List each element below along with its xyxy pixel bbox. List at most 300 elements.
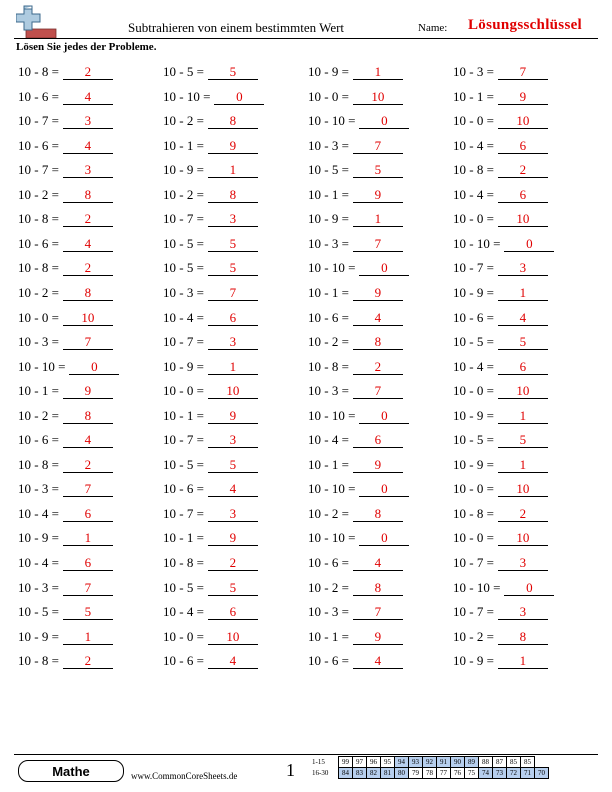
score-cell: 82 (367, 768, 381, 779)
problem-question: 10 - 3 = (18, 579, 59, 595)
problem-answer[interactable]: 6 (353, 432, 403, 448)
problem-item (453, 600, 548, 620)
score-cell: 91 (437, 757, 451, 768)
score-cell: 93 (409, 757, 423, 768)
problem-item (453, 207, 548, 227)
problem-answer[interactable]: 0 (69, 359, 119, 375)
problem-item (453, 85, 548, 105)
score-cell: 84 (339, 768, 353, 779)
problem-answer[interactable]: 3 (63, 113, 113, 129)
problem-item (18, 600, 113, 620)
problem-item (163, 649, 258, 669)
problem-item (18, 134, 113, 154)
problem-answer[interactable]: 3 (208, 211, 258, 227)
problem-answer[interactable]: 7 (63, 334, 113, 350)
instructions: Lösen Sie jedes der Probleme. (16, 41, 157, 53)
problem-answer[interactable]: 7 (353, 236, 403, 252)
problem-answer[interactable]: 1 (498, 408, 548, 424)
problem-question: 10 - 3 = (163, 284, 204, 300)
problem-item (18, 109, 113, 129)
problem-item (163, 379, 258, 399)
problem-item (308, 404, 409, 424)
problem-answer[interactable]: 2 (63, 457, 113, 473)
subject-badge (18, 760, 124, 782)
website-url: www.CommonCoreSheets.de (131, 771, 238, 781)
problem-item (453, 330, 548, 350)
problem-item (163, 428, 258, 448)
score-cell: 87 (493, 757, 507, 768)
score-cell: 81 (381, 768, 395, 779)
problem-item (308, 60, 403, 80)
problem-question: 10 - 4 = (163, 309, 204, 325)
problem-answer[interactable]: 3 (498, 260, 548, 276)
problem-item (453, 502, 548, 522)
problem-answer[interactable]: 10 (208, 629, 258, 645)
problem-answer[interactable]: 7 (353, 604, 403, 620)
problem-item (163, 158, 258, 178)
problem-answer[interactable]: 0 (504, 580, 554, 596)
problem-item (453, 379, 548, 399)
problem-answer[interactable]: 4 (498, 310, 548, 326)
problem-answer[interactable]: 4 (353, 555, 403, 571)
problem-question: 10 - 6 = (18, 137, 59, 153)
problem-question: 10 - 8 = (18, 64, 59, 79)
problem-answer[interactable]: 1 (498, 653, 548, 669)
footer-divider (14, 754, 598, 755)
problem-item (163, 256, 258, 276)
problem-question: 10 - 3 = (18, 334, 59, 350)
problem-question: 10 - 9 = (308, 211, 349, 227)
problem-answer[interactable]: 9 (353, 285, 403, 301)
problem-answer[interactable]: 10 (498, 481, 548, 497)
problem-answer[interactable]: 2 (498, 162, 548, 178)
problem-answer[interactable]: 1 (353, 64, 403, 80)
problem-item (163, 281, 258, 301)
problem-question: 10 - 2 = (308, 334, 349, 350)
score-cell: 73 (493, 768, 507, 779)
score-cell: 83 (353, 768, 367, 779)
problem-item (18, 207, 113, 227)
problem-answer[interactable]: 4 (63, 432, 113, 448)
problem-item (18, 306, 113, 326)
score-cell: 88 (479, 757, 493, 768)
problem-answer[interactable]: 0 (504, 236, 554, 252)
problem-item (453, 477, 548, 497)
problem-answer[interactable]: 9 (208, 408, 258, 424)
problem-item (453, 232, 554, 252)
problem-answer[interactable]: 9 (498, 89, 548, 105)
problem-question: 10 - 7 = (163, 211, 204, 227)
problem-item (453, 428, 548, 448)
problem-item (308, 453, 403, 473)
problem-answer[interactable]: 1 (498, 457, 548, 473)
problem-item (453, 355, 548, 375)
problem-answer[interactable]: 7 (353, 383, 403, 399)
problem-question: 10 - 6 = (18, 235, 59, 251)
problem-question: 10 - 8 = (308, 358, 349, 374)
header-divider (14, 38, 598, 39)
problem-item (453, 134, 548, 154)
problem-item (308, 306, 403, 326)
problem-answer[interactable]: 0 (359, 408, 409, 424)
problem-question: 10 - 4 = (453, 186, 494, 202)
problem-item (163, 576, 258, 596)
problem-answer[interactable]: 3 (498, 555, 548, 571)
score-cell: 89 (465, 757, 479, 768)
problem-item (163, 404, 258, 424)
problem-question: 10 - 4 = (453, 137, 494, 153)
problem-answer[interactable]: 5 (208, 236, 258, 252)
problem-answer[interactable]: 0 (359, 113, 409, 129)
problem-question: 10 - 9 = (163, 358, 204, 374)
problem-question: 10 - 5 = (163, 456, 204, 472)
problem-answer[interactable]: 9 (353, 629, 403, 645)
problem-item (308, 330, 403, 350)
problem-question: 10 - 4 = (18, 555, 59, 570)
problem-answer[interactable]: 6 (63, 555, 113, 571)
problem-question: 10 - 4 = (163, 604, 204, 620)
problem-answer[interactable]: 2 (63, 653, 113, 669)
problem-item (18, 158, 113, 178)
problem-answer[interactable]: 5 (208, 260, 258, 276)
problem-question: 10 - 8 = (18, 260, 59, 276)
name-label: Name: (418, 22, 448, 34)
problem-answer[interactable]: 0 (359, 481, 409, 497)
problem-answer[interactable]: 6 (208, 310, 258, 326)
score-cell: 78 (423, 768, 437, 779)
problem-question: 10 - 2 = (308, 505, 349, 521)
problem-answer[interactable]: 1 (63, 530, 113, 546)
problem-item (163, 551, 258, 571)
problem-answer[interactable]: 6 (63, 506, 113, 522)
problem-question: 10 - 6 = (308, 309, 349, 325)
problem-answer[interactable]: 10 (498, 530, 548, 546)
problem-item (163, 502, 258, 522)
problem-answer[interactable]: 1 (208, 162, 258, 178)
problem-answer[interactable]: 6 (498, 359, 548, 375)
problem-item (18, 60, 113, 80)
problem-answer[interactable]: 9 (353, 187, 403, 203)
problem-question: 10 - 1 = (163, 137, 204, 153)
problem-item (453, 256, 548, 276)
score-row (312, 768, 549, 779)
problem-question: 10 - 1 = (163, 530, 204, 546)
problem-item (18, 453, 113, 473)
problem-question: 10 - 9 = (453, 653, 494, 669)
problem-question: 10 - 3 = (308, 235, 349, 251)
problem-item (453, 649, 548, 669)
problem-item (163, 477, 258, 497)
problem-answer[interactable]: 1 (353, 211, 403, 227)
score-cell: 97 (353, 757, 367, 768)
problem-question: 10 - 7 = (453, 604, 494, 620)
problem-item (453, 453, 548, 473)
problem-answer[interactable]: 10 (498, 211, 548, 227)
problem-question: 10 - 9 = (453, 456, 494, 472)
problem-answer[interactable]: 7 (353, 138, 403, 154)
problem-answer[interactable]: 2 (208, 555, 258, 571)
problem-item (163, 600, 258, 620)
problem-item (18, 526, 113, 546)
problem-answer[interactable]: 1 (63, 629, 113, 645)
problem-question: 10 - 5 = (308, 162, 349, 178)
problem-answer[interactable]: 7 (498, 64, 548, 80)
problem-item (18, 232, 113, 252)
problem-item (163, 183, 258, 203)
problem-item (18, 649, 113, 669)
problem-question: 10 - 3 = (308, 604, 349, 620)
problem-question: 10 - 5 = (18, 604, 59, 620)
problem-question: 10 - 3 = (18, 481, 59, 497)
problem-item (308, 526, 409, 546)
problem-item (453, 109, 548, 129)
problem-question: 10 - 2 = (453, 628, 494, 644)
problem-item (18, 625, 113, 645)
answer-key-label: Lösungsschlüssel (468, 17, 583, 33)
problem-question: 10 - 6 = (18, 88, 59, 104)
problem-answer[interactable]: 2 (63, 260, 113, 276)
problem-answer[interactable]: 1 (208, 359, 258, 375)
problem-answer[interactable]: 4 (63, 236, 113, 252)
problem-answer[interactable]: 4 (353, 653, 403, 669)
logo (16, 5, 68, 39)
problem-item (163, 526, 258, 546)
score-cell: 90 (451, 757, 465, 768)
problem-question: 10 - 10 = (453, 235, 501, 251)
problem-question: 10 - 0 = (453, 481, 494, 497)
problem-item (453, 158, 548, 178)
problem-item (308, 600, 403, 620)
problem-question: 10 - 4 = (308, 432, 349, 448)
subject-label: Mathe (52, 763, 90, 779)
problem-item (453, 60, 548, 80)
problem-answer[interactable]: 2 (498, 506, 548, 522)
problem-answer[interactable]: 3 (208, 334, 258, 350)
problem-question: 10 - 8 = (453, 162, 494, 178)
problem-question: 10 - 1 = (163, 407, 204, 423)
problem-answer[interactable]: 6 (498, 138, 548, 154)
problem-answer[interactable]: 5 (498, 334, 548, 350)
problem-answer[interactable]: 0 (214, 89, 264, 105)
problem-question: 10 - 7 = (18, 113, 59, 129)
problem-item (18, 404, 113, 424)
score-cell: 77 (437, 768, 451, 779)
problem-answer[interactable]: 1 (498, 285, 548, 301)
score-row-label: 1-15 (312, 758, 325, 766)
score-cell: 99 (339, 757, 353, 768)
problem-answer[interactable]: 3 (63, 162, 113, 178)
score-cell: 79 (409, 768, 423, 779)
problem-question: 10 - 1 = (308, 186, 349, 202)
problem-item (18, 576, 113, 596)
problem-answer[interactable]: 4 (353, 310, 403, 326)
problem-question: 10 - 1 = (308, 284, 349, 300)
problem-answer[interactable]: 2 (63, 64, 113, 80)
problem-answer[interactable]: 10 (498, 113, 548, 129)
problem-question: 10 - 8 = (18, 211, 59, 227)
problem-question: 10 - 1 = (308, 456, 349, 472)
problem-item (308, 477, 409, 497)
problem-answer[interactable]: 9 (208, 138, 258, 154)
problem-answer[interactable]: 9 (208, 530, 258, 546)
problem-answer[interactable]: 8 (353, 506, 403, 522)
problem-answer[interactable]: 7 (63, 580, 113, 596)
problem-answer[interactable]: 10 (63, 310, 113, 326)
problem-answer[interactable]: 8 (498, 629, 548, 645)
problem-question: 10 - 10 = (453, 579, 501, 595)
problem-item (18, 256, 113, 276)
problem-answer[interactable]: 2 (63, 211, 113, 227)
problem-item (308, 158, 403, 178)
problem-question: 10 - 0 = (453, 211, 494, 227)
problem-item (308, 183, 403, 203)
problem-item (308, 256, 409, 276)
score-cell: 71 (521, 768, 535, 779)
problem-item (18, 330, 113, 350)
problem-item (18, 551, 113, 571)
score-cell: 80 (395, 768, 409, 779)
problem-answer[interactable]: 9 (63, 383, 113, 399)
problem-question: 10 - 4 = (18, 505, 59, 521)
problem-item (18, 85, 113, 105)
problem-answer[interactable]: 5 (208, 580, 258, 596)
problem-answer[interactable]: 8 (208, 113, 258, 129)
problem-question: 10 - 8 = (453, 505, 494, 521)
problem-item (308, 207, 403, 227)
problem-question: 10 - 7 = (163, 505, 204, 521)
problem-item (453, 281, 548, 301)
problem-item (163, 330, 258, 350)
problem-item (18, 183, 113, 203)
problem-item (18, 355, 119, 375)
problem-answer[interactable]: 3 (208, 432, 258, 448)
problem-item (308, 134, 403, 154)
score-cell: 70 (535, 768, 549, 779)
problem-question: 10 - 1 = (18, 383, 59, 399)
problem-answer[interactable]: 5 (208, 457, 258, 473)
problem-question: 10 - 10 = (308, 530, 356, 546)
problem-answer[interactable]: 4 (63, 89, 113, 105)
problem-item (453, 183, 548, 203)
score-cell: 95 (381, 757, 395, 768)
problem-answer[interactable]: 8 (353, 334, 403, 350)
problem-question: 10 - 10 = (18, 358, 66, 374)
problem-question: 10 - 5 = (163, 64, 204, 79)
problem-item (163, 306, 258, 326)
problem-question: 10 - 5 = (453, 432, 494, 448)
problem-item (163, 232, 258, 252)
problem-answer[interactable]: 7 (208, 285, 258, 301)
problem-question: 10 - 5 = (163, 235, 204, 251)
problem-question: 10 - 9 = (308, 64, 349, 79)
problem-answer[interactable]: 10 (498, 383, 548, 399)
problem-item (308, 576, 403, 596)
problem-question: 10 - 5 = (453, 334, 494, 350)
problem-question: 10 - 10 = (308, 481, 356, 497)
score-cell: 72 (507, 768, 521, 779)
problem-question: 10 - 3 = (308, 383, 349, 399)
problem-item (163, 207, 258, 227)
problem-answer[interactable]: 4 (208, 481, 258, 497)
problem-answer[interactable]: 5 (63, 604, 113, 620)
problem-question: 10 - 8 = (163, 555, 204, 570)
problem-answer[interactable]: 10 (208, 383, 258, 399)
problem-question: 10 - 10 = (308, 260, 356, 276)
problem-question: 10 - 0 = (163, 628, 204, 644)
problem-answer[interactable]: 0 (359, 260, 409, 276)
problem-item (308, 551, 403, 571)
problem-item (163, 134, 258, 154)
problem-question: 10 - 6 = (163, 653, 204, 669)
problem-question: 10 - 5 = (163, 260, 204, 276)
problem-question: 10 - 8 = (18, 653, 59, 669)
problem-question: 10 - 0 = (453, 383, 494, 399)
problem-question: 10 - 1 = (308, 628, 349, 644)
problem-question: 10 - 9 = (18, 628, 59, 644)
problem-answer[interactable]: 0 (359, 530, 409, 546)
problem-question: 10 - 2 = (163, 186, 204, 202)
problem-item (308, 428, 403, 448)
problem-item (18, 502, 113, 522)
problem-question: 10 - 9 = (163, 162, 204, 178)
problem-answer[interactable]: 7 (63, 481, 113, 497)
problem-answer[interactable]: 6 (498, 187, 548, 203)
problem-answer[interactable]: 2 (353, 359, 403, 375)
problem-answer[interactable]: 3 (498, 604, 548, 620)
problem-question: 10 - 0 = (18, 309, 59, 325)
problem-question: 10 - 2 = (18, 284, 59, 300)
problem-answer[interactable]: 8 (353, 580, 403, 596)
problem-answer[interactable]: 5 (208, 64, 258, 80)
problem-question: 10 - 10 = (308, 407, 356, 423)
problem-question: 10 - 7 = (163, 432, 204, 448)
problem-question: 10 - 1 = (453, 88, 494, 104)
problem-answer[interactable]: 4 (208, 653, 258, 669)
problem-question: 10 - 2 = (163, 113, 204, 129)
problem-answer[interactable]: 3 (208, 506, 258, 522)
problem-answer[interactable]: 9 (353, 457, 403, 473)
problem-question: 10 - 0 = (453, 530, 494, 546)
problem-question: 10 - 7 = (453, 555, 494, 570)
problem-question: 10 - 0 = (453, 113, 494, 129)
problem-answer[interactable]: 8 (208, 187, 258, 203)
problem-question: 10 - 10 = (308, 113, 356, 129)
problem-item (453, 551, 548, 571)
problem-question: 10 - 5 = (163, 579, 204, 595)
problem-item (18, 477, 113, 497)
problem-answer[interactable]: 8 (63, 187, 113, 203)
problem-item (453, 306, 548, 326)
problem-answer[interactable]: 8 (63, 408, 113, 424)
score-cell: 96 (367, 757, 381, 768)
problem-answer[interactable]: 5 (498, 432, 548, 448)
score-cell: 85 (507, 757, 521, 768)
problem-question: 10 - 7 = (163, 334, 204, 350)
problem-answer[interactable]: 4 (63, 138, 113, 154)
problem-item (18, 428, 113, 448)
problem-item (308, 85, 403, 105)
problem-question: 10 - 2 = (18, 407, 59, 423)
problem-item (163, 453, 258, 473)
problem-answer[interactable]: 10 (353, 89, 403, 105)
problem-item (308, 281, 403, 301)
score-row (312, 757, 549, 768)
problem-answer[interactable]: 6 (208, 604, 258, 620)
worksheet-title: Subtrahieren von einem bestimmten Wert (128, 20, 345, 35)
problem-item (308, 355, 403, 375)
problem-answer[interactable]: 8 (63, 285, 113, 301)
problem-answer[interactable]: 5 (353, 162, 403, 178)
